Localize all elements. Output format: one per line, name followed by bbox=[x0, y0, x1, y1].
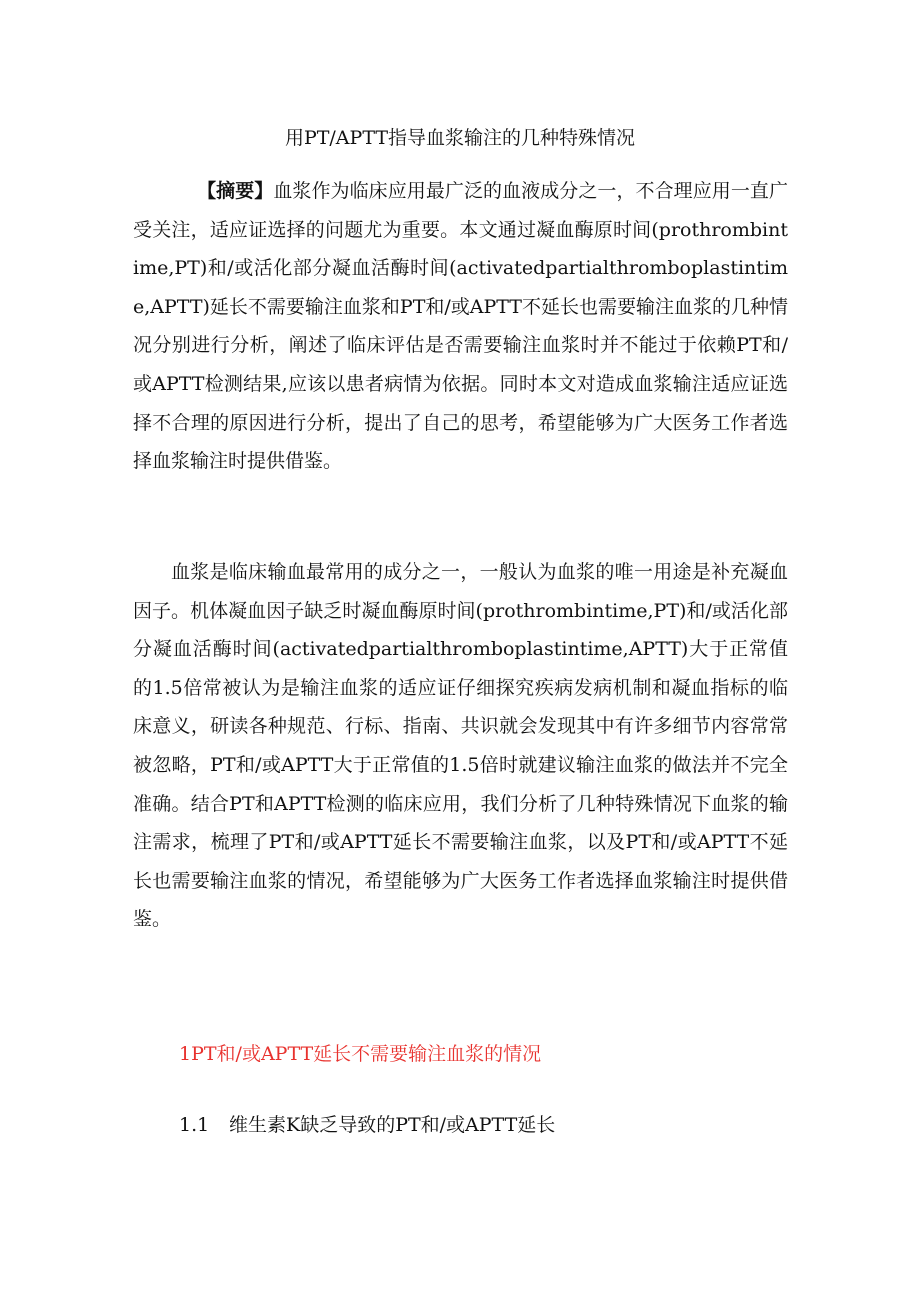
abstract-text: 血浆作为临床应用最广泛的血液成分之一，不合理应用一直广受关注，适应证选择的问题尤为重要。本文通过凝血酶原时间(prothrombintime,PT)和/或活化部分凝血活酶时间(activatedpartialthromboplastintime,APTT)延长不需要输注血浆和PT和/或APTT不延长也需要输注血浆的几种情况分别进行分析，阐述了临床评估是否需要输注血浆时并不能过于依赖PT和/或APTT检测结果,应该以患者病情为依据。同时本文对造成血浆输注适应证选择不合理的原因进行分析，提出了自己的思考，希望能够为广大医务工作者选择血浆输注时提供借鉴。 bbox=[133, 180, 788, 473]
section-heading: 1PT和/或APTT延长不需要输注血浆的情况 bbox=[179, 1043, 542, 1065]
abstract-paragraph bbox=[133, 172, 788, 481]
intro-paragraph: 血浆是临床输血最常用的成分之一，一般认为血浆的唯一用途是补充凝血因子。机体凝血因子缺乏时凝血酶原时间(prothrombintime,PT)和/或活化部分凝血活酶时间(activatedpartialthromboplastintime,APTT)大于正常值的1.5倍常被认为是输注血浆的适应证仔细探究疾病发病机制和凝血指标的临床意义，研读各种规范、行标、指南、共识就会发现其中有许多细节内容常常被忽略，PT和/或APTT大于正常值的1.5倍时就建议输注血浆的做法并不完全准确。结合PT和APTT检测的临床应用，我们分析了几种特殊情况下血浆的输注需求，梳理了PT和/或APTT延长不需要输注血浆，以及PT和/或APTT不延长也需要输注血浆的情况，希望能够为广大医务工作者选择血浆输注时提供借鉴。 bbox=[133, 561, 788, 931]
subsection-title: 维生素K缺乏导致的PT和/或APTT延长 bbox=[229, 1114, 556, 1136]
abstract-label: 【摘要】 bbox=[197, 180, 274, 202]
subsection-number: 1.1 bbox=[179, 1114, 210, 1136]
document-title: 用PT/APTT指导血浆输注的几种特殊情况 bbox=[284, 127, 636, 149]
subsection-heading bbox=[179, 1111, 555, 1139]
